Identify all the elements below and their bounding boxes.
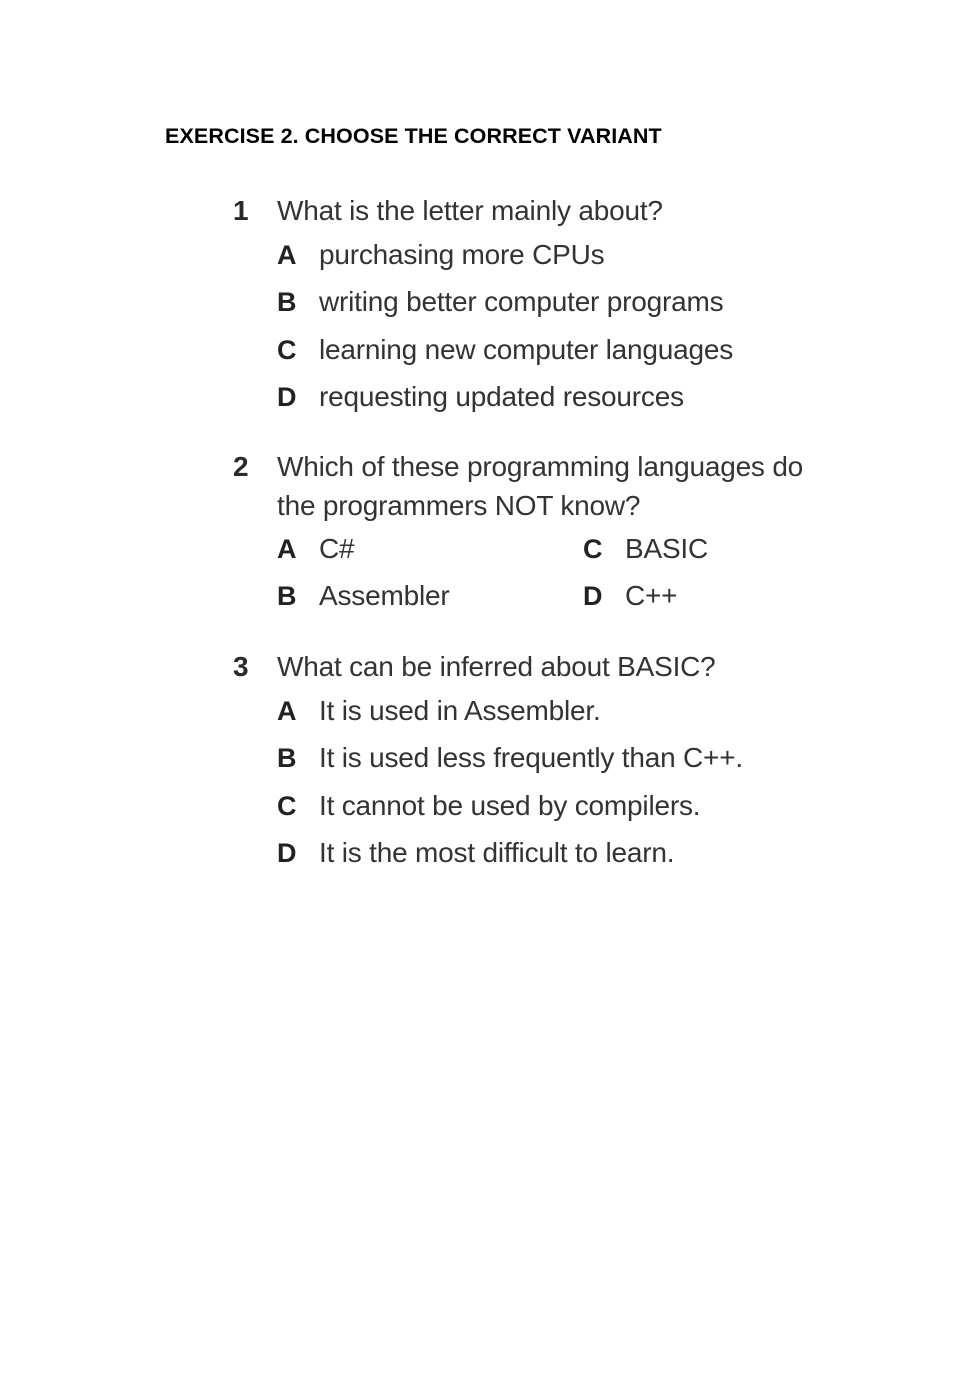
question-number: 1 [233,195,249,226]
option-1a [277,239,873,286]
option-letter: D [277,381,297,412]
option-letter: C [277,790,297,821]
question-number: 3 [233,651,249,682]
question-3-options [277,695,873,884]
option-text: BASIC [625,533,709,564]
option-text: writing better computer programs [319,286,724,318]
option-letter: C [583,534,603,564]
option-2a [277,533,583,580]
question-1 [233,191,873,428]
option-text: It is used in Assembler. [319,695,601,726]
option-1d [277,381,873,428]
exercise-title: EXERCISE 2. CHOOSE THE CORRECT VARIANT [165,124,662,148]
option-letter: B [277,287,297,318]
option-text: It is used less frequently than C++. [319,742,743,774]
question-number: 2 [233,451,249,482]
question-text [277,447,803,525]
option-letter: B [277,743,297,774]
option-2c [583,533,843,580]
question-2-header [233,447,873,525]
option-letter: C [277,334,297,365]
option-2d [583,580,843,627]
option-1c [277,334,873,381]
option-text: It cannot be used by compilers. [319,789,701,821]
question-2-options [277,533,873,628]
question-1-header [233,191,873,231]
option-text: Assembler [319,580,450,612]
option-text: requesting updated resources [319,380,684,412]
question-1-options [277,239,873,428]
option-text: C++ [625,580,678,612]
option-3b [277,742,873,789]
option-letter: A [277,534,297,564]
question-text-line: the programmers NOT know? [277,490,641,521]
option-1b [277,286,873,333]
option-letter: B [277,581,297,612]
option-3d [277,837,873,884]
option-letter: D [583,581,603,612]
option-text: learning new computer languages [319,333,734,365]
option-2b [277,580,583,627]
question-2 [233,447,873,628]
question-text-line: Which of these programming languages do [277,451,804,482]
question-3-header [233,647,873,687]
question-text: What is the letter mainly about? [277,195,663,226]
option-3a [277,695,873,742]
question-3 [233,647,873,884]
option-text: C# [319,533,355,564]
option-3c [277,790,873,837]
option-text: purchasing more CPUs [319,239,605,270]
option-letter: D [277,837,297,868]
option-text: It is the most difficult to learn. [319,836,675,868]
question-text: What can be inferred about BASIC? [277,651,716,682]
option-letter: A [277,240,297,270]
option-letter: A [277,696,297,726]
